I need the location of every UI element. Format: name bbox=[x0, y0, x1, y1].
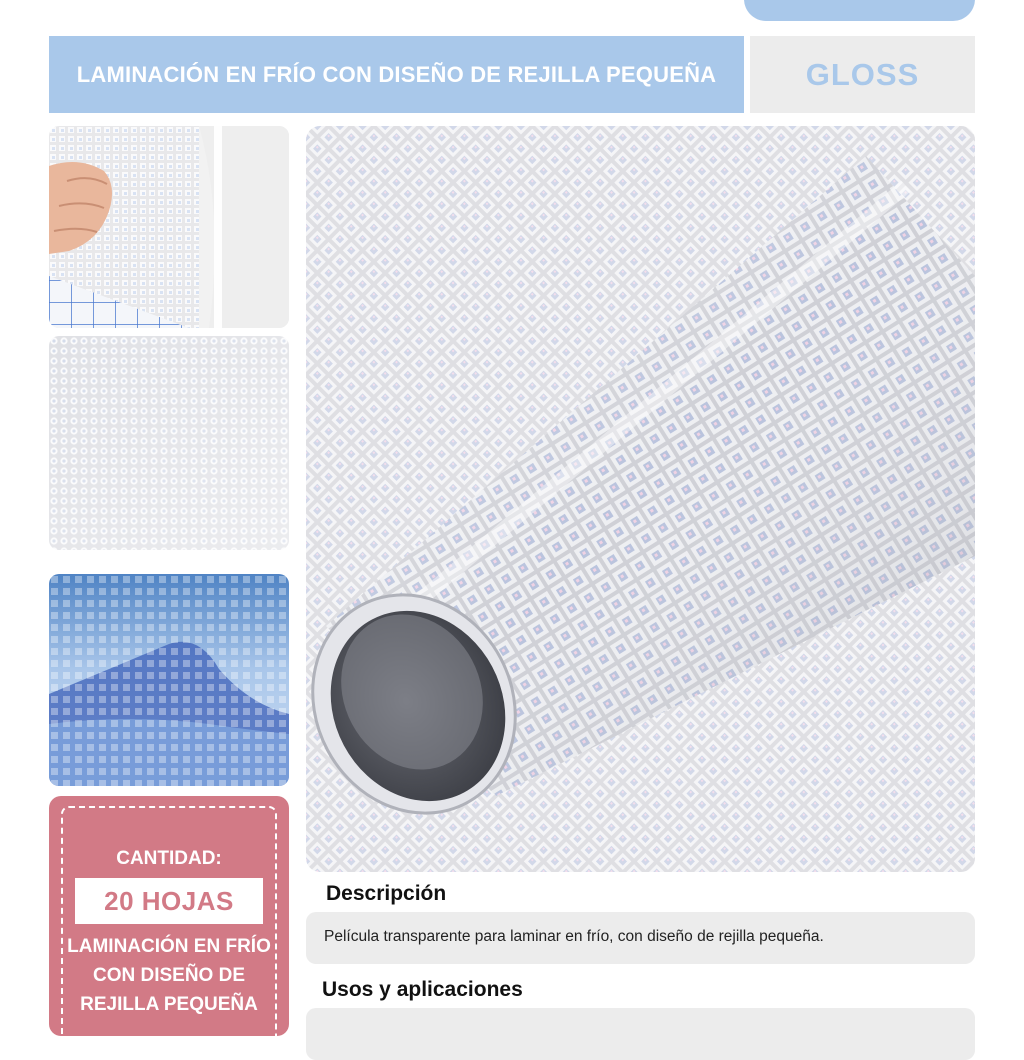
finish-badge bbox=[750, 36, 975, 113]
thumbnail-peeling-film bbox=[49, 126, 289, 328]
finish-label: GLOSS bbox=[805, 56, 920, 92]
quantity-description: LAMINACIÓN EN FRÍO CON DISEÑO DE REJILLA PEQUEÑA bbox=[67, 936, 271, 1015]
header-bar bbox=[49, 36, 744, 113]
main-product-photo bbox=[306, 126, 975, 872]
uses-heading: Usos y aplicaciones bbox=[322, 978, 523, 1001]
description-text: Película transparente para laminar en frío, con diseño de rejilla pequeña. bbox=[324, 928, 824, 945]
description-panel bbox=[306, 912, 975, 964]
quantity-label: CANTIDAD: bbox=[116, 848, 222, 869]
quantity-value: 20 HOJAS bbox=[104, 885, 234, 916]
page-title: LAMINACIÓN EN FRÍO CON DISEÑO DE REJILLA PEQUEÑA bbox=[76, 61, 717, 87]
quantity-card bbox=[49, 796, 289, 1036]
top-tab-decoration bbox=[744, 0, 975, 21]
thumbnail-blue-sample bbox=[49, 574, 289, 786]
uses-panel bbox=[306, 1008, 975, 1060]
thumbnail-grid-closeup bbox=[49, 336, 289, 550]
description-heading: Descripción bbox=[326, 882, 447, 905]
quantity-value-box bbox=[75, 878, 263, 924]
